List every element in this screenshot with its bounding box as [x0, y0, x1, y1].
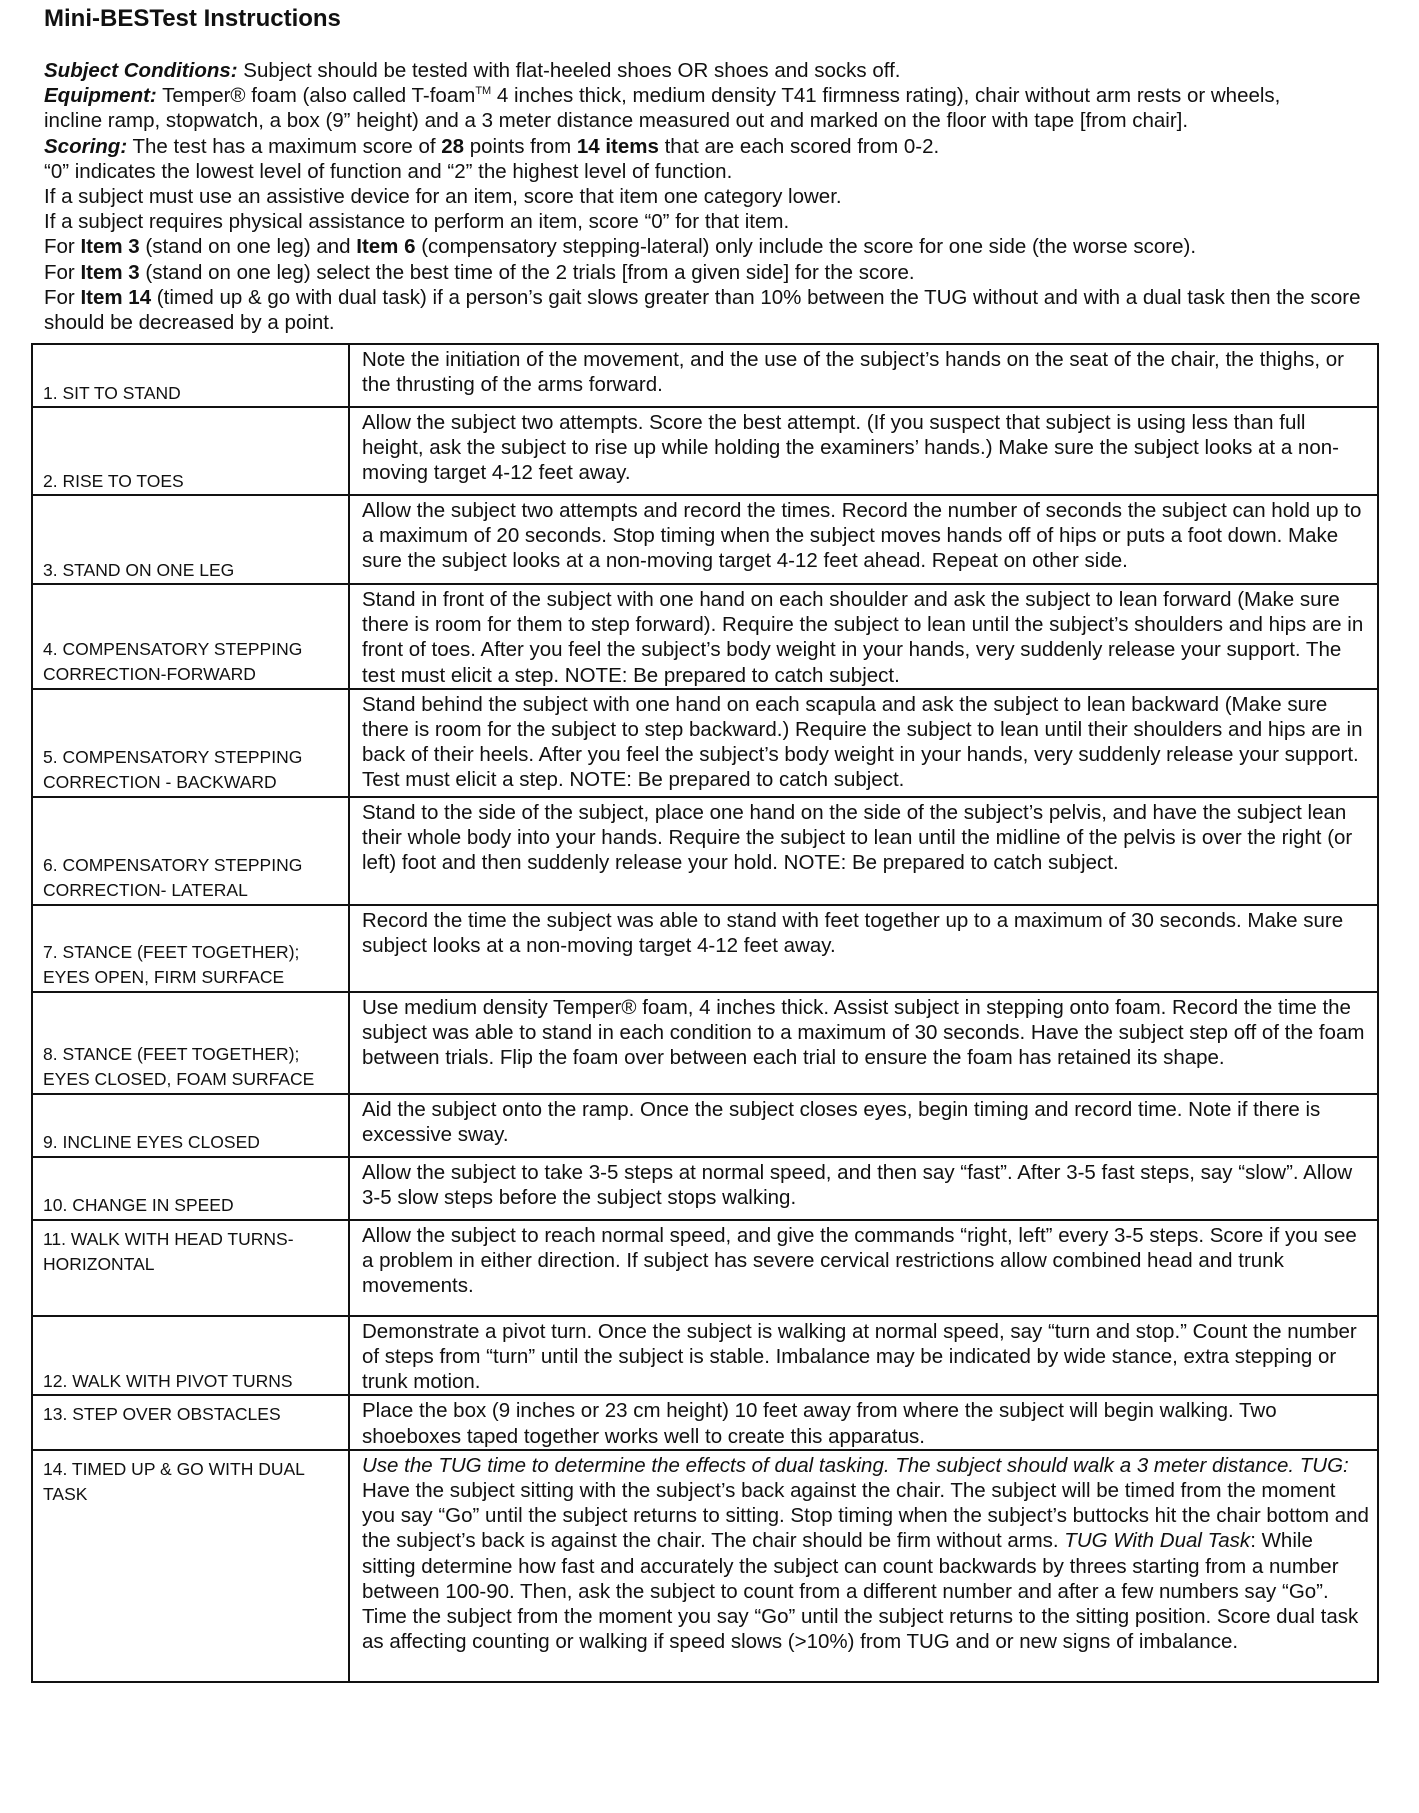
item-label: 8. STANCE (FEET TOGETHER); EYES CLOSED, FOAM SURFACE: [32, 992, 349, 1094]
subject-conditions-line: Subject Conditions: Subject should be tested with flat-heeled shoes OR shoes and socks off.: [44, 59, 901, 82]
table-row: [32, 1094, 1378, 1157]
item-label: 14. TIMED UP & GO WITH DUAL TASK: [32, 1450, 349, 1682]
item-description: Allow the subject two attempts. Score the best attempt. (If you suspect that subject is using less than full height, ask the subject to rise up while holding the examiners’ hands.) Make sure the subject looks at a non-moving target 4-12 feet away.: [349, 407, 1378, 495]
table-row: [32, 495, 1378, 584]
item-description: Stand in front of the subject with one hand on each shoulder and ask the subject to lean forward (Make sure there is room for them to step forward). Require the subject to lean until the subject’s shoulders and hips are in front of toes. After you feel the subject’s body weight in your hands, very suddenly release your support. The test must elicit a step. NOTE: Be prepared to catch subject.: [349, 584, 1378, 689]
item-description: Allow the subject to take 3-5 steps at normal speed, and then say “fast”. After 3-5 fast steps, say “slow”. Allow 3-5 slow steps before the subject stops walking.: [349, 1157, 1378, 1220]
table-row: [32, 407, 1378, 495]
table-row: [32, 1395, 1378, 1449]
item-label: 9. INCLINE EYES CLOSED: [32, 1094, 349, 1157]
item-description: Demonstrate a pivot turn. Once the subject is walking at normal speed, say “turn and stop.” Count the number of steps from “turn” until the subject is stable. Imbalance may be indicated by wide stance, extra stepping or trunk motion.: [349, 1316, 1378, 1396]
table-row: [32, 1220, 1378, 1316]
table-row: [32, 1450, 1378, 1682]
table-row: [32, 992, 1378, 1094]
table-row: [32, 584, 1378, 689]
item-description: Use the TUG time to determine the effects of dual tasking. The subject should walk a 3 meter distance. TUG: Have the subject sitting with the subject’s back against the chair. The subject will be timed from the moment you say “Go” until the subject returns to sitting. Stop timing when the subject’s buttocks hit the chair bottom and the subject’s back is against the chair. The chair should be firm without arms. TUG With Dual Task: While sitting determine how fast and accurately the subject can count backwards by threes starting from a number between 100-90. Then, ask the subject to count from a different number and after a few numbers say “Go”. Time the subject from the moment you say “Go” until the subject returns to the sitting position. Score dual task as affecting counting or walking if speed slows (>10%) from TUG and or new signs of imbalance.: [349, 1450, 1378, 1682]
item-description: Allow the subject two attempts and record the times. Record the number of seconds the subject can hold up to a maximum of 20 seconds. Stop timing when the subject moves hands off of hips or puts a foot down. Make sure the subject looks at a non-moving target 4-12 feet ahead. Repeat on other side.: [349, 495, 1378, 584]
table-row: [32, 1316, 1378, 1396]
assistive-device-line: If a subject must use an assistive device for an item, score that item one category lower.: [44, 184, 842, 208]
item-3-6-note: For Item 3 (stand on one leg) and Item 6 (compensatory stepping-lateral) only include the score for one side (the worse score).: [44, 235, 1197, 259]
item-label: 7. STANCE (FEET TOGETHER); EYES OPEN, FIRM SURFACE: [32, 905, 349, 992]
item-label: 6. COMPENSATORY STEPPING CORRECTION- LATERAL: [32, 797, 349, 905]
table-row: [32, 344, 1378, 407]
item-description: Aid the subject onto the ramp. Once the subject closes eyes, begin timing and record time. Note if there is excessive sway.: [349, 1094, 1378, 1157]
instructions-intro: [44, 58, 1404, 335]
physical-assistance-line: If a subject requires physical assistance to perform an item, score “0” for that item.: [44, 210, 790, 234]
equipment-line-2: incline ramp, stopwatch, a box (9” height) and a 3 meter distance measured out and marked on the floor with tape [from chair].: [44, 109, 1189, 133]
item-label: 12. WALK WITH PIVOT TURNS: [32, 1316, 349, 1396]
item-label: 3. STAND ON ONE LEG: [32, 495, 349, 584]
item-description: Record the time the subject was able to stand with feet together up to a maximum of 30 seconds. Make sure subject looks at a non-moving target 4-12 feet away.: [349, 905, 1378, 992]
equipment-line: Equipment: Temper® foam (also called T-foam™ 4 inches thick, medium density T41 firmness rating), chair without arm rests or wheels,: [44, 84, 1281, 108]
test-items-table: [31, 343, 1379, 1683]
table-row: [32, 797, 1378, 905]
item-label: 1. SIT TO STAND: [32, 344, 349, 407]
item-label: 11. WALK WITH HEAD TURNS- HORIZONTAL: [32, 1220, 349, 1316]
item-description: Note the initiation of the movement, and the use of the subject’s hands on the seat of the chair, the thighs, or the thrusting of the arms forward.: [349, 344, 1378, 407]
scoring-line: Scoring: The test has a maximum score of 28 points from 14 items that are each scored from 0-2.: [44, 134, 940, 158]
table-row: [32, 689, 1378, 797]
item-description: Allow the subject to reach normal speed, and give the commands “right, left” every 3-5 steps. Score if you see a problem in either direction. If subject has severe cervical restrictions allow combined head and trunk movements.: [349, 1220, 1378, 1316]
item-3-trials-note: For Item 3 (stand on one leg) select the best time of the 2 trials [from a given side] for the score.: [44, 260, 915, 284]
item-label: 10. CHANGE IN SPEED: [32, 1157, 349, 1220]
item-description: Use medium density Temper® foam, 4 inches thick. Assist subject in stepping onto foam. Record the time the subject was able to stand in each condition to a maximum of 30 seconds. Have the subject step off of the foam between trials. Flip the foam over between each trial to ensure the foam has retained its shape.: [349, 992, 1378, 1094]
item-description: Place the box (9 inches or 23 cm height) 10 feet away from where the subject will begin walking. Two shoeboxes taped together works well to create this apparatus.: [349, 1395, 1378, 1449]
page-title: Mini-BESTest Instructions: [44, 5, 341, 32]
item-label: 4. COMPENSATORY STEPPING CORRECTION-FORWARD: [32, 584, 349, 689]
item-description: Stand to the side of the subject, place one hand on the side of the subject’s pelvis, and have the subject lean their whole body into your hands. Require the subject to lean until the midline of the pelvis is over the right (or left) foot and then suddenly release your hold. NOTE: Be prepared to catch subject.: [349, 797, 1378, 905]
item-description: Stand behind the subject with one hand on each scapula and ask the subject to lean backward (Make sure there is room for the subject to step backward.) Require the subject to lean until their shoulders and hips are in back of their heels. After you feel the subject’s body weight in your hands, very suddenly release your support. Test must elicit a step. NOTE: Be prepared to catch subject.: [349, 689, 1378, 797]
table-row: [32, 905, 1378, 992]
table-row: [32, 1157, 1378, 1220]
item-14-note: For Item 14 (timed up & go with dual task) if a person’s gait slows greater than 10% between the TUG without and with a dual task then the score should be decreased by a point.: [44, 285, 1361, 334]
item-label: 2. RISE TO TOES: [32, 407, 349, 495]
item-label: 13. STEP OVER OBSTACLES: [32, 1395, 349, 1449]
scoring-range-line: “0” indicates the lowest level of function and “2” the highest level of function.: [44, 159, 733, 183]
item-label: 5. COMPENSATORY STEPPING CORRECTION - BACKWARD: [32, 689, 349, 797]
